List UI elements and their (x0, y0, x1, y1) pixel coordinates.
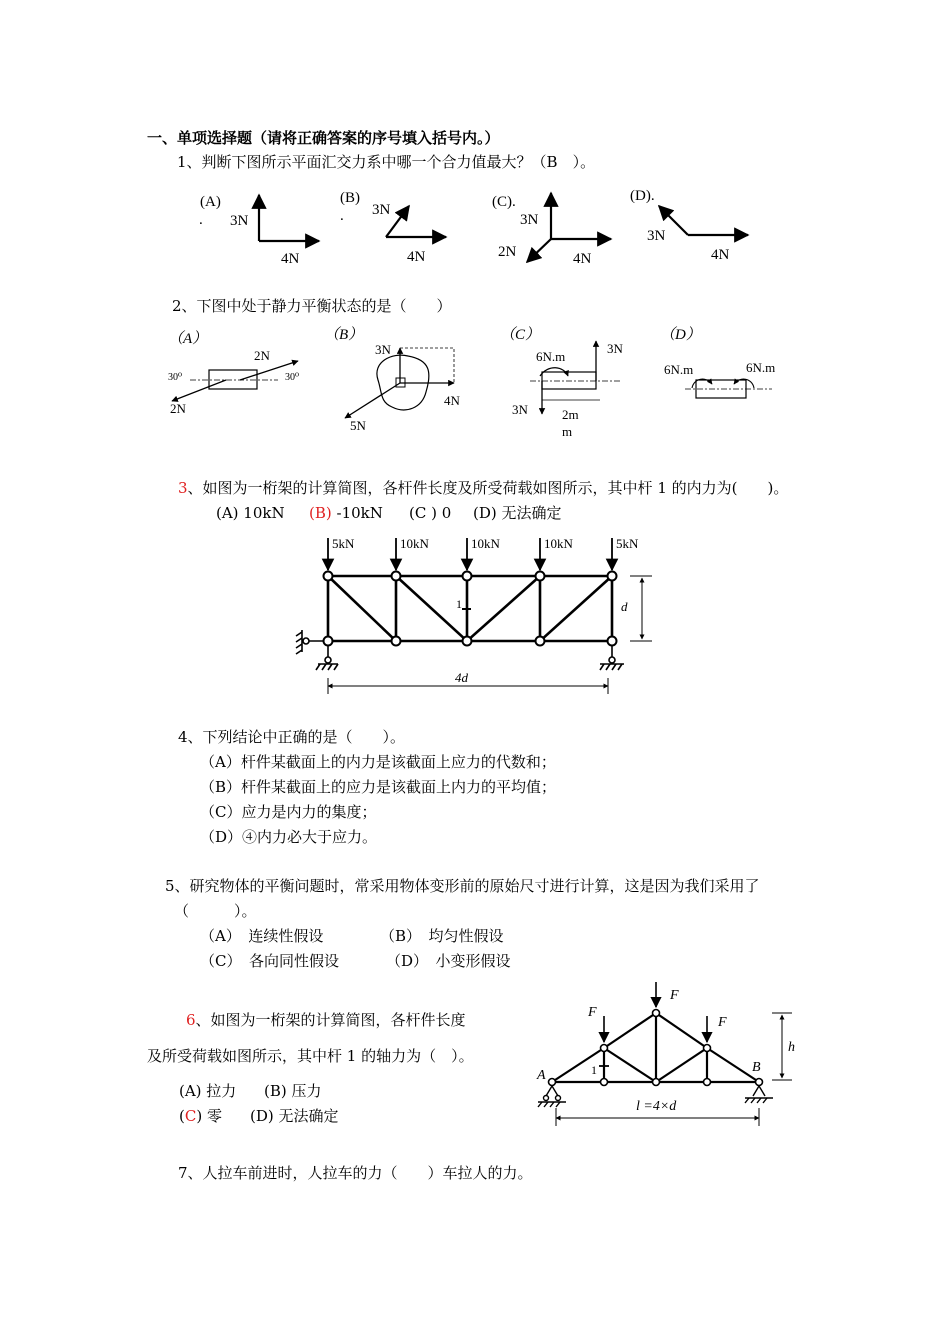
q2-b-force-diagonal (345, 383, 400, 418)
question-3-text (178, 478, 788, 498)
q4-option-c: （C）应力是内力的集度； (200, 803, 377, 821)
q3-dim-4d: 4d (455, 670, 468, 685)
q2-diagram-b (345, 348, 454, 418)
q2-c-force-label-1: 3N (607, 341, 623, 356)
q3-option-c: (C ) 0 (409, 504, 452, 522)
q6-load-label-top: F (670, 988, 679, 1003)
q1-force-d-3n: 3N (647, 228, 666, 244)
q3-load-5: 5kN (616, 536, 639, 551)
q4-option-a: （A）杆件某截面上的内力是该截面上应力的代数和； (200, 753, 556, 771)
q6-right-support (745, 1086, 773, 1103)
q3-load-3: 10kN (471, 536, 500, 551)
q1-force-c-3n: 3N (520, 212, 539, 228)
q2-label-a: （A） (168, 331, 208, 347)
q2-d-moment-label-2: 6N.m (746, 360, 776, 375)
q1-label-a: (A) (200, 194, 221, 210)
q1-force-c-4n: 4N (573, 251, 592, 267)
q1-label-c: (C). (492, 194, 516, 210)
q3-load-2: 10kN (400, 536, 429, 551)
q2-diagram-a (172, 361, 298, 401)
q1-dot-a: . (199, 212, 203, 228)
q2-label-d: （D） (660, 327, 701, 343)
q3-dimensions (328, 576, 652, 694)
q6-option-d: (D) 无法确定 (250, 1107, 339, 1125)
q3-option-b (309, 503, 383, 523)
q1-label-d: (D). (630, 188, 655, 204)
q3-load-4: 10kN (544, 536, 573, 551)
q1-diagram-d (659, 206, 748, 235)
question-6-text (186, 1010, 466, 1030)
q3-load-1: 5kN (332, 536, 355, 551)
question-5-text-cont: （ ）。 (174, 902, 257, 920)
question-2-text: 2、下图中处于静力平衡状态的是（ ） (172, 297, 452, 315)
q3-truss-diagram (296, 538, 652, 694)
q2-a-angle-label-1: 30⁰ (168, 372, 183, 383)
q4-option-d: （D）④内力必大于应力。 (200, 828, 378, 846)
q3-option-a: (A) 10kN (216, 504, 285, 522)
q2-a-angle-label-2: 30⁰ (285, 372, 300, 383)
q2-a-force-label-2: 2N (170, 401, 186, 416)
q2-label-b: （B） (324, 327, 364, 343)
q2-d-moment-label-1: 6N.m (664, 362, 694, 377)
q2-b-force-label-3: 5N (350, 418, 366, 433)
q2-c-distance-label-cont: m (562, 424, 573, 439)
q3-number: 3 (178, 479, 188, 497)
q6-support-b-label: B (752, 1060, 761, 1075)
q5-option-b: （B） 均匀性假设 (380, 927, 504, 945)
question-6-text-cont: 及所受荷载如图所示，其中杆 1 的轴力为（ ）。 (147, 1047, 474, 1065)
q1-force-b-3n: 3N (372, 202, 391, 218)
q1-force-b-4n: 4N (407, 249, 426, 265)
q2-c-force-label-2: 3N (512, 402, 528, 417)
q1-force-c-2n: 2N (498, 244, 517, 260)
q6-option-a: (A) 拉力 (179, 1082, 237, 1100)
q2-c-body (542, 372, 596, 389)
question-4-text: 4、下列结论中正确的是（ ）。 (178, 728, 406, 746)
q6-truss-members (552, 1013, 759, 1082)
q1-c-diagonal-force (527, 239, 551, 262)
question-5-text: 5、研究物体的平衡问题时，常采用物体变形前的原始尺寸进行计算，这是因为我们采用了 (165, 877, 760, 895)
q5-option-c: （C） 各向同性假设 (200, 952, 339, 970)
q1-force-a-4n: 4N (281, 251, 300, 267)
q6-load-label-right: F (718, 1015, 727, 1030)
q3-left-support (296, 630, 338, 670)
q1-diagram-c (527, 193, 611, 262)
q6-option-c-rest: ) 零 (196, 1107, 222, 1125)
q2-b-force-label-2: 4N (444, 393, 460, 408)
q2-diagram-d (685, 379, 772, 398)
q1-diagram-a (259, 195, 319, 241)
q6-option-c-letter: C (184, 1107, 197, 1125)
q2-a-force-label-1: 2N (254, 348, 270, 363)
q6-number: 6 (186, 1011, 196, 1029)
q6-load-label-left: F (588, 1005, 597, 1020)
section-title: 一、单项选择题（请将正确答案的序号填入括号内。） (147, 129, 500, 147)
q3-option-b-value: -10kN (336, 504, 383, 522)
q3-body: 、如图为一桁架的计算简图，各杆件长度及所受荷载如图所示，其中杆 1 的内力为( )。 (187, 479, 789, 497)
q1-b-diagonal-force (386, 206, 409, 237)
q1-d-diagonal-force (659, 206, 688, 235)
q1-dot-b: . (340, 208, 344, 224)
q3-member-1-label: 1 (456, 597, 462, 611)
q5-option-a: （A） 连续性假设 (200, 927, 324, 945)
q6-support-a-label: A (537, 1068, 546, 1083)
q6-option-b: (B) 压力 (264, 1082, 322, 1100)
q3-dim-d: d (621, 599, 628, 614)
q2-b-force-label-1: 3N (375, 342, 391, 357)
q2-c-moment-label: 6N.m (536, 349, 566, 364)
q4-option-b: （B）杆件某截面上的应力是该截面上内力的平均值； (200, 778, 557, 796)
q1-force-d-4n: 4N (711, 247, 730, 263)
q6-member-1-label: 1 (591, 1063, 597, 1077)
q2-label-c: （C） (500, 327, 541, 343)
q1-label-b: (B) (340, 190, 360, 206)
question-1-text: 1、判断下图所示平面汇交力系中哪一个合力值最大？（B ）。 (177, 153, 596, 171)
q6-left-support (538, 1086, 566, 1107)
q5-option-d: （D） 小变形假设 (386, 952, 511, 970)
q6-dim-h: h (788, 1040, 795, 1055)
q2-b-dashed-box (400, 348, 454, 383)
q6-option-c-open: ( (179, 1107, 185, 1125)
q6-option-c (179, 1106, 222, 1126)
q2-a-body (209, 370, 257, 389)
q3-right-support (600, 645, 624, 670)
q2-c-distance-label: 2m (562, 407, 579, 422)
q6-body: 、如图为一桁架的计算简图，各杆件长度 (195, 1011, 466, 1029)
q1-force-a-3n: 3N (230, 213, 249, 229)
q1-diagram-b (386, 206, 446, 237)
q3-option-d: (D) 无法确定 (473, 504, 562, 522)
question-7-text: 7、人拉车前进时，人拉车的力（ ）车拉人的力。 (178, 1164, 533, 1182)
q6-span-label: l =4×d (636, 1099, 677, 1114)
q3-option-b-letter: (B) (309, 504, 332, 522)
